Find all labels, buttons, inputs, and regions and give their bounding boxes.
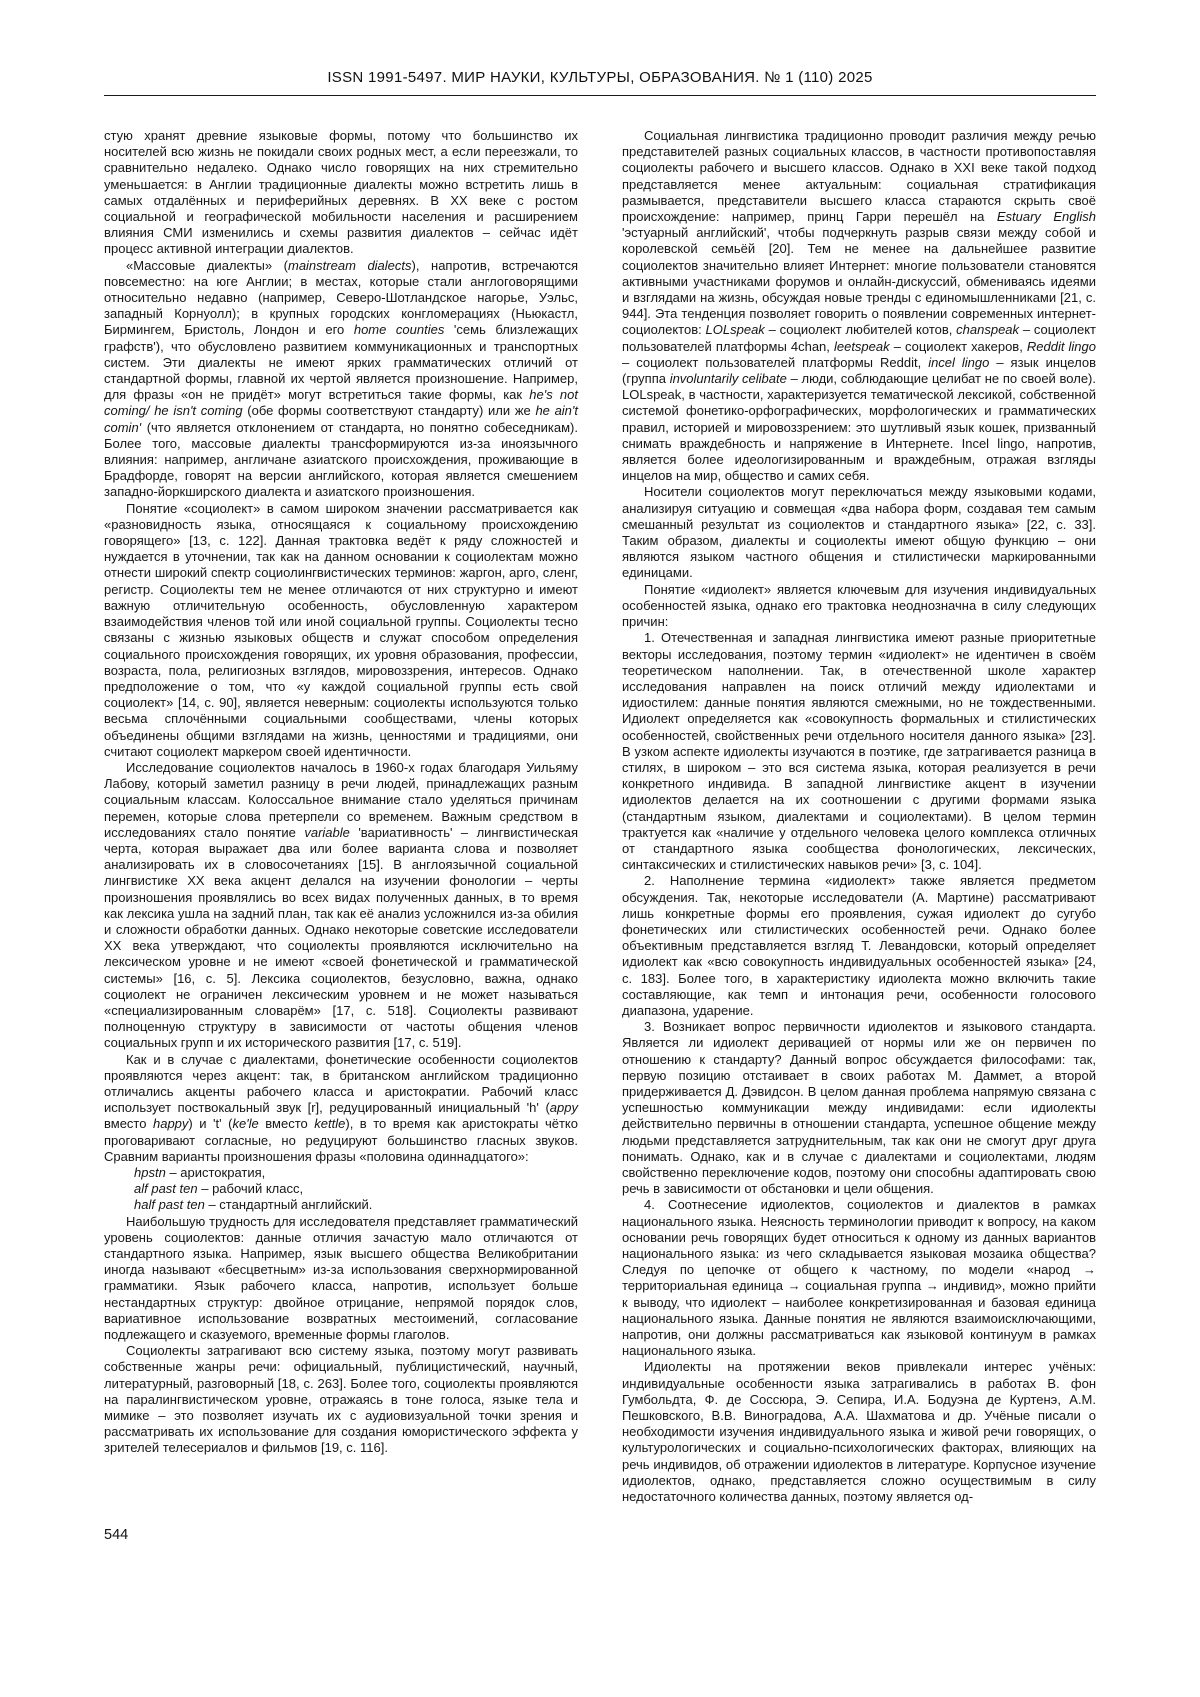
journal-header: ISSN 1991-5497. МИР НАУКИ, КУЛЬТУРЫ, ОБРАЗОВАНИЯ. № 1 (110) 2025 [327,69,873,86]
page-number: 544 [104,1527,129,1543]
paragraph: 2. Наполнение термина «идиолект» также является предметом обсуждения. Так, некоторые исследователи (А. Мартине) рассматривают лишь конкретные формы его проявления, сужая идиолект до сугубо фонетических или стилистических особенностей речи. Однако более объективным представляется взгляд Т. Левандовски, который определяет идиолект как «всю совокупность индивидуальных особенностей языка» [24, с. 183]. Более того, в характеристику идиолекта можно включить такие составляющие, как темп и интонация речи, особенности голосового диапазона, ударение. [622,873,1096,1018]
paragraph: Идиолекты на протяжении веков привлекали интерес учёных: индивидуальные особенности языка затрагивались в работах В. фон Гумбольдта, Ф. де Соссюра, Э. Сепира, И.А. Бодуэна де Куртенэ, А.М. Пешковского, В.В. Виноградова, А.А. Шахматова и др. Учёные писали о необходимости изучения индивидуального языка и живой речи говорящих, о культурологических и социально-психологических факторах, влияющих на речь индивидов, об отражении идиолектов в литературе. Корпусное изучение идиолектов, однако, представляется сложно осуществимым в силу недостаточного количества данных, поэтому является од- [622,1359,1096,1505]
paragraph: Носители социолектов могут переключаться между языковыми кодами, анализируя ситуацию и совмещая «два набора форм, создавая тем самым смешанный результат из социолектов и стандартного языка» [22, с. 33]. Таким образом, диалекты и социолекты имеют общую функцию – они являются языком частного общения и стилистически маркированными единицами. [622,484,1096,581]
header-divider [104,95,1096,96]
paragraph: alf past ten – рабочий класс, [134,1181,304,1197]
article-body [104,128,1096,1505]
left-column [104,128,578,1505]
paragraph: hpstn – аристократия, [134,1165,266,1180]
paragraph: 1. Отечественная и западная лингвистика имеют разные приоритетные векторы исследования, поэтому термин «идиолект» не идентичен в своём теоретическом наполнении. Так, в отечественной школе характер исследования направлен на поиск отличий между идиолектами и идиостилем: данные понятия являются смежными, но не тождественными. Идиолект определяется как «совокупность формальных и стилистических особенностей, свойственных речи отдельного носителя данного языка» [23]. В узком аспекте идиолекты изучаются в поэтике, где затрагивается разница в стилях, в широком – это вся система языка, которая реализуется в речи конкретного индивида. В западной лингвистике акцент в изучении идиолектов делается на их соотношении с другими формами языка (стандартным языком, диалектами и социолектами). В целом термин трактуется как «наличие у отдельного человека целого комплекса отличных от стандартного языка сообщества фонологических, лексических, синтаксических и стилистических навыков речи» [3, с. 104]. [622,630,1096,873]
paragraph: Как и в случае с диалектами, фонетические особенности социолектов проявляются через акцент: так, в британском английском традиционно отличались акценты рабочего класса и аристократии. Рабочий класс использует поствокальный звук [r], редуцированный инициальный 'h' (appy вместо happy) и 't' (ke'le вместо kettle), в то время как аристократы чётко проговаривают согласные, но редуцируют большинство гласных звуков. Сравним варианты произношения фразы «половина одиннадцатого»: [104,1051,578,1164]
paragraph: Понятие «социолект» в самом широком значении рассматривается как «разновидность языка, относящаяся к социальному происхождению говорящего» [13, с. 122]. Данная трактовка ведёт к ряду сложностей и нуждается в уточнении, так как на данном основании к социолектам можно отнести широкий спектр социолингвистических терминов: жаргон, арго, сленг, регистр. Социолекты тем не менее отличаются от них структурно и имеют важную отличительную особенность, обусловленную характером взаимодействия членов той или иной социальной группы. Социолекты тесно связаны с жизнью языковых обществ и служат способом определения социального происхождения говорящих, их уровня образования, профессии, возраста, пола, религиозных взглядов, мировоззрения, интересов. Однако предположение о том, что «у каждой социальной группы есть свой социолект» [14, с. 90], является неверным: социолекты используются только весьма сплочёнными социальными сообществами, члены которых объединены общими взглядами на жизнь, ценностями и традициями, они считают социолект маркером своей идентичности. [104,500,578,759]
paragraph: Социальная лингвистика традиционно проводит различия между речью представителей разных социальных классов, в частности противопоставляя социолекты рабочего и высшего классов. Однако в XXI веке такой подход представляется менее актуальным: социальная стратификация размывается, представители высшего класса стараются скрыть своё происхождение: например, принц Гарри перешёл на Estuary English 'эстуарный английский', чтобы подчеркнуть разрыв связи между собой и королевской семьёй [20]. Тем не менее на дальнейшее развитие социолектов значительно влияет Интернет: многие пользователи становятся активными участниками форумов и онлайн-дискуссий, обмениваясь идеями и взглядами на жизнь, обсуждая новые тренды с единомышленниками [21, с. 944]. Эта тенденция позволяет говорить о появлении современных интернет-социолектов: LOLspeak – социолект любителей котов, chanspeak – социолект пользователей платформы 4chan, leetspeak – социолект хакеров, Reddit lingo – социолект пользователей платформы Reddit, incel lingo – язык инцелов (группа involuntarily celibate – люди, соблюдающие целибат не по своей воле). LOLspeak, в частности, характеризуется тематической лексикой, собственной системой фонетико-орфографических, морфологических и грамматических правил, историей и мировоззрением: это шутливый язык кошек, призванный снимать враждебность и напряжение в Интернете. Incel lingo, напротив, является более идеологизированным и враждебным, отражая взгляды инцелов на мир, общество и самих себя. [622,128,1097,484]
paragraph: стую хранят древние языковые формы, потому что большинство их носителей всю жизнь не покидали своих родных мест, а если переезжали, то сравнительно недалеко. Однако число говорящих на них стремительно уменьшается: в Англии традиционные диалекты можно встретить лишь в самых отдалённых и периферийных деревнях. В XX веке с ростом социальной и географической мобильности населения и расширением влияния СМИ изменились и схемы развития диалектов – сейчас идёт процесс активной интеграции диалектов. [104,128,578,257]
paragraph: Социолекты затрагивают всю систему языка, поэтому могут развивать собственные жанры речи: официальный, публицистический, научный, литературный, разговорный [18, с. 263]. Более того, социолекты проявляются на паралингвистическом уровне, отражаясь в тоне голоса, языке тела и мимике – это позволяет изучать их с аудиовизуальной точки зрения и рассматривать их использование для создания юмористического эффекта у зрителей телесериалов и фильмов [19, с. 116]. [104,1343,578,1456]
paragraph: 3. Возникает вопрос первичности идиолектов и языкового стандарта. Является ли идиолект деривацией от нормы или же он первичен по отношению к стандарту? Данный вопрос обсуждается философами: так, первую позицию отстаивает в своих работах М. Даммет, а второй придерживается Д. Дэвидсон. В целом данная проблема напрямую связана с успешностью коммуникации между индивидами: если идиолекты действительно первичны в отношении стандарта, успешное общение между людьми представляется затруднительным, так как они не смогут друг друга понимать. Однако, как и в случае с диалектами и социолектами, людям свойственно переключение кодов, поэтому они способны адаптировать свою речь в зависимости от обстановки и цели общения. [622,1019,1096,1197]
paragraph: Наибольшую трудность для исследователя представляет грамматический уровень социолектов: данные отличия зачастую мало отличаются от стандартного языка. Например, язык высшего общества Великобритании иногда называют «бесцветным» из-за использования сверхнормированной грамматики. Язык рабочего класса, напротив, использует больше нестандартных структур: двойное отрицание, непрямой порядок слов, вариативное использование возвратных местоимений, согласование подлежащего и сказуемого, временные формы глаголов. [104,1213,578,1343]
paragraph: half past ten – стандартный английский. [134,1197,373,1213]
paragraph: Понятие «идиолект» является ключевым для изучения индивидуальных особенностей языка, однако его трактовка неоднозначна в силу следующих причин: [622,581,1096,630]
paragraph: Исследование социолектов началось в 1960-х годах благодаря Уильяму Лабову, который заметил разницу в речи людей, принадлежащих разным социальным классам. Колоссальное внимание стало уделяться причинам перемен, которые слова претерпели со временем. Важным средством в исследованиях стало понятие variable 'вариативность' – лингвистическая черта, которая выражает два или более варианта слова и позволяет анализировать их в словосочетаниях [15]. В англоязычной социальной лингвистике XX века акцент делался на изучении фонологии – черты произношения проявлялись во всех видах полученных данных, в то время как лексика ушла на задний план, так как её анализ усложнился из-за обилия и сложности обработки данных. Однако некоторые советские исследователи XX века утверждают, что социолекты проявляются исключительно на лексическом уровне и не имеют «своей фонетической и грамматической системы» [16, с. 5]. Лексика социолектов, безусловно, важна, однако социолект не ограничен лексическим уровнем и не может называться «специализированным словарём» [17, с. 518]. Социолекты развивают полноценную структуру в зависимости от частоты общения членов социальных групп и их исторического развития [17, с. 519]. [104,759,578,1051]
paragraph: «Массовые диалекты» (mainstream dialects), напротив, встречаются повсеместно: на юге Англии; в местах, которые стали англоговорящими относительно недавно (например, Северо-Шотландское нагорье, Уэльс, западный Корнуолл); в крупных городских конгломерациях (Ньюкастл, Бирмингем, Бристоль, Лондон и его home counties 'семь близлежащих графств'), что обусловлено развитием коммуникационных и транспортных систем. Эти диалекты не имеют ярких грамматических отличий от стандартной формы, главной их чертой является произношение. Например, для фразы «он не придёт» могут встретиться такие формы, как he's not coming/ he isn't coming (обе формы соответствуют стандарту) или же he ain't comin' (что является отклонением от стандарта, но понятно собеседникам). Более того, массовые диалекты трансформируются из-за иноязычного влияния: например, англичане азиатского происхождения, проживающие в Брадфорде, говорят на версии английского, которая является смешением западно-йоркширского диалекта и азиатского произношения. [104,257,579,500]
paragraph: 4. Соотнесение идиолектов, социолектов и диалектов в рамках национального языка. Неясность терминологии приводит к вопросу, на каком основании речь говорящих будет относиться к одному из данных вариантов национального языка: из чего складывается языковая мозаика общества? Следуя по цепочке от общего к частному, по модели «народ → территориальная единица → социальная группа → индивид», можно прийти к выводу, что идиолект – наиболее конкретизированная и базовая единица национального языка. Данные понятия не являются взаимоисключающими, напротив, они должны рассматриваться как языковой континуум в рамках национального языка. [622,1197,1096,1359]
right-column [622,128,1096,1505]
